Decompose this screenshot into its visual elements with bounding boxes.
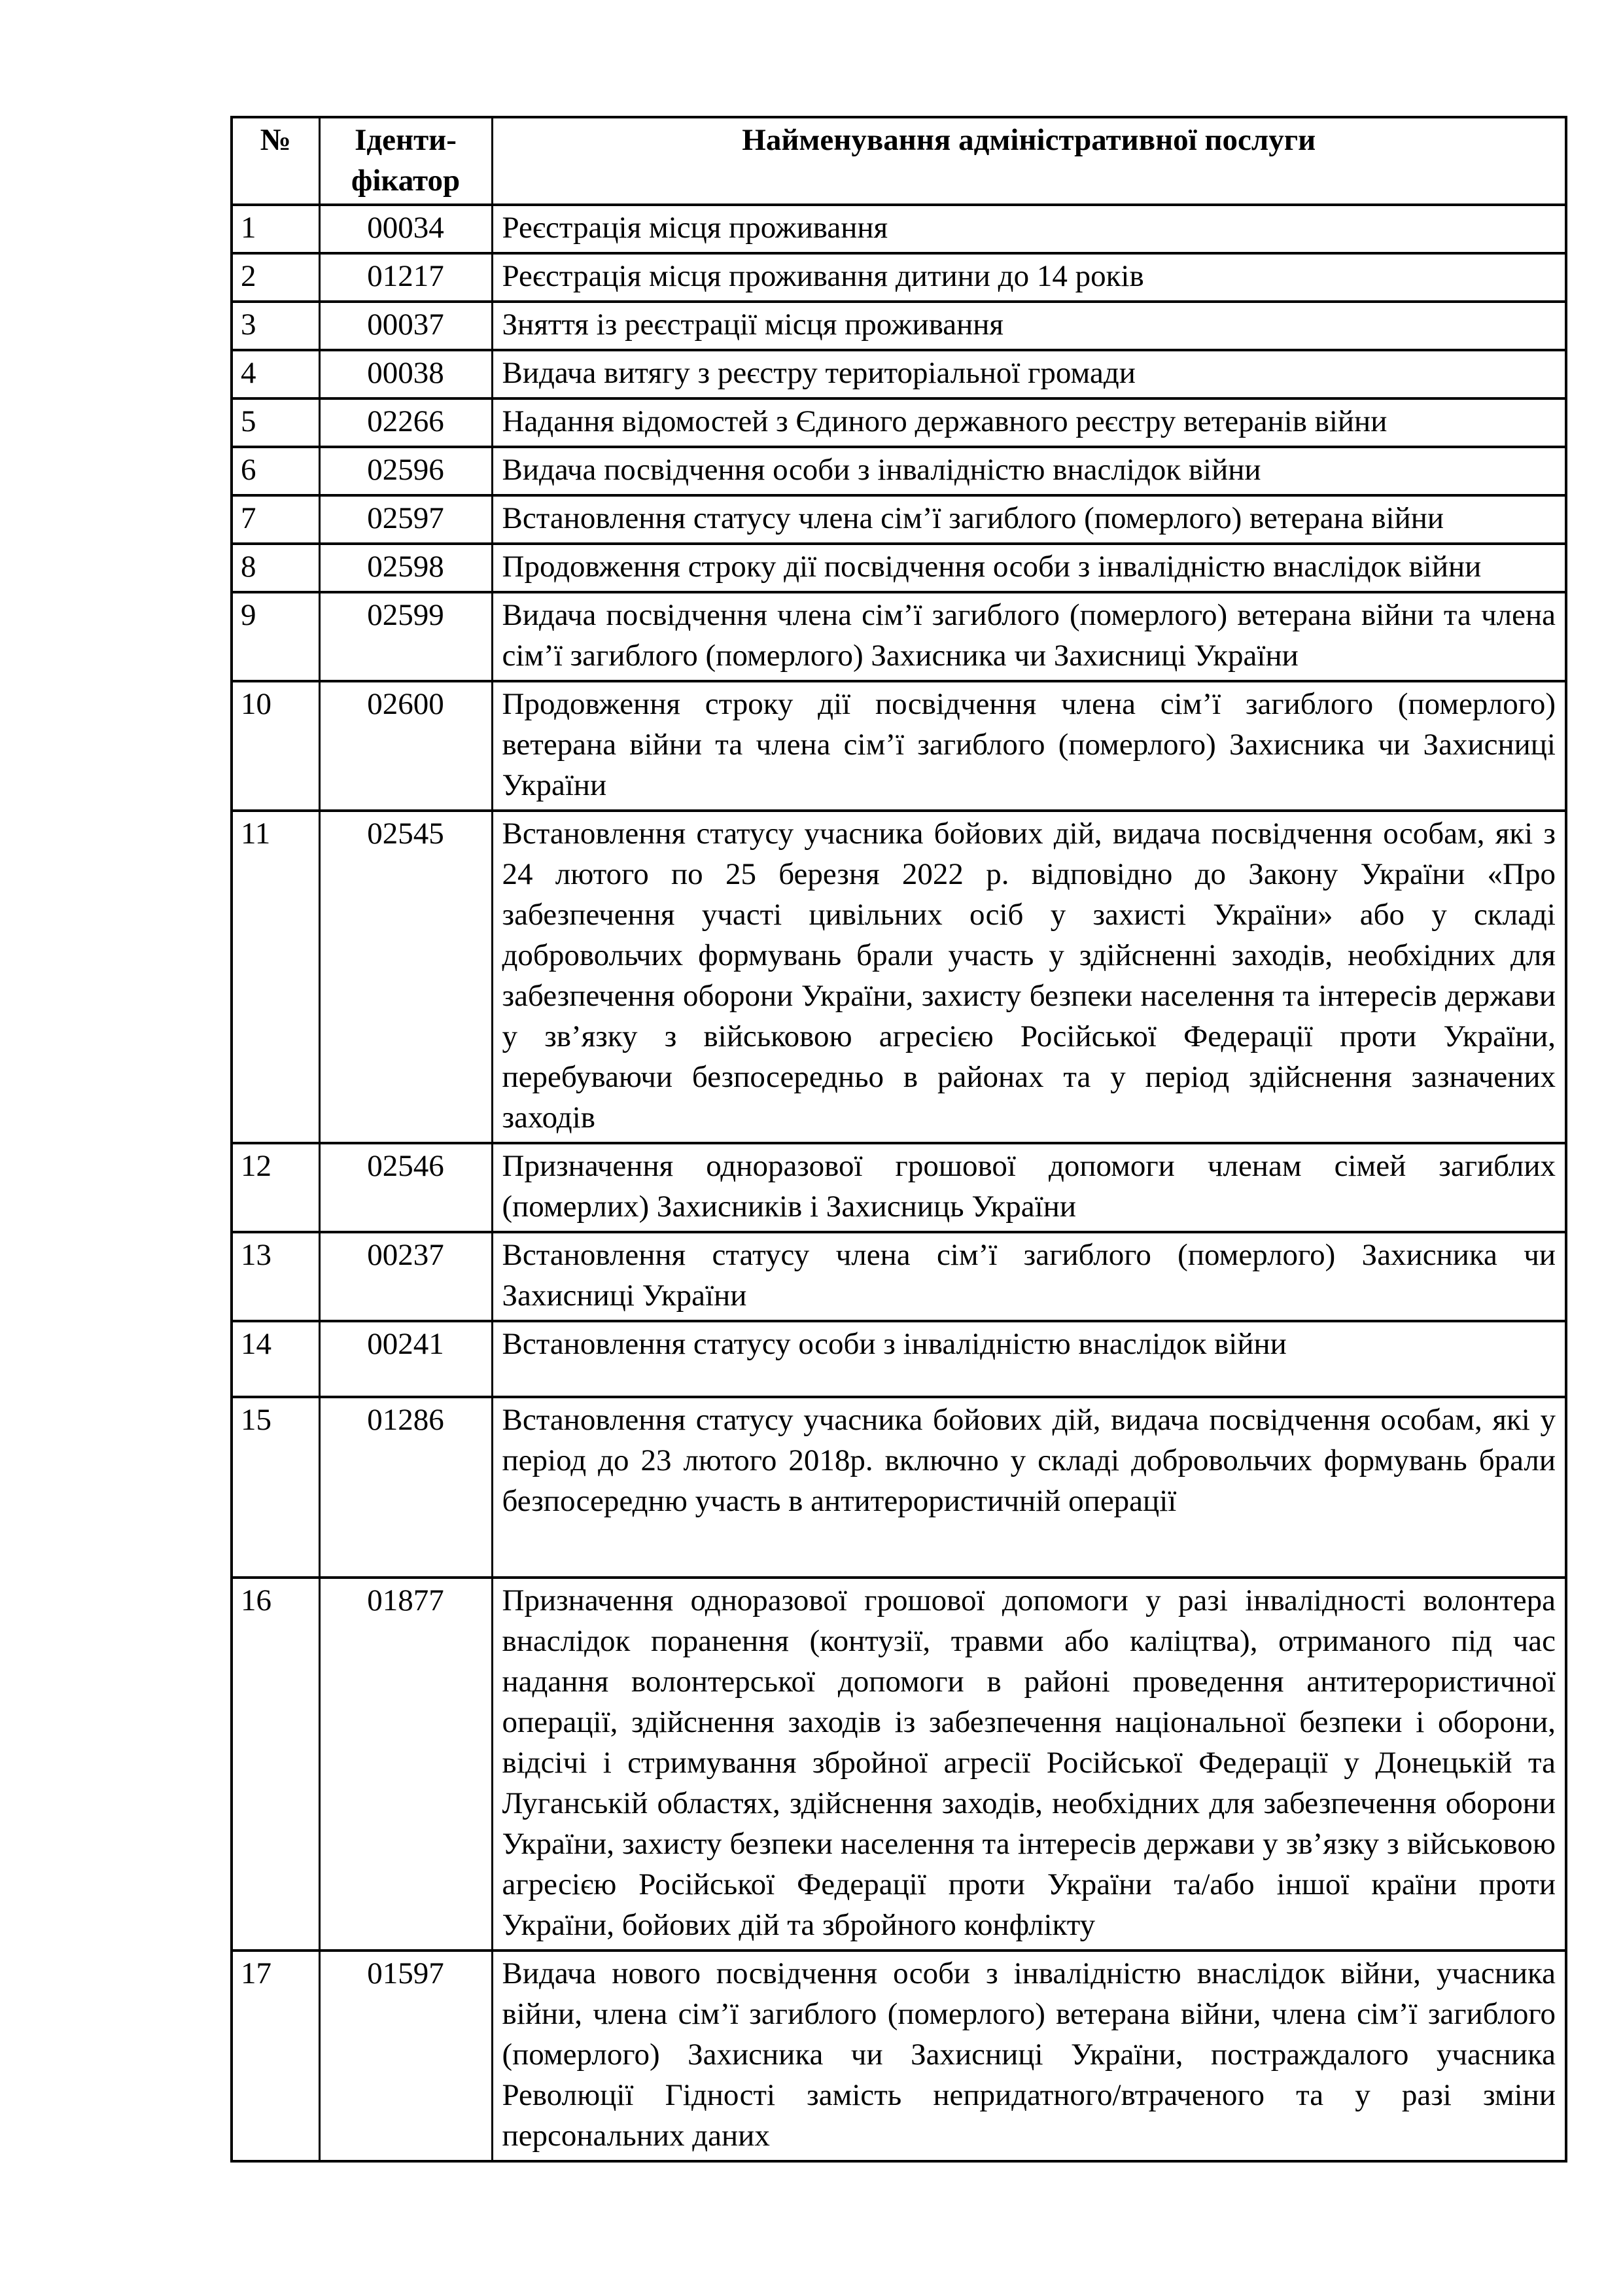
table-row xyxy=(232,253,1566,302)
row-number: 6 xyxy=(232,447,319,495)
row-number: 8 xyxy=(232,544,319,592)
col-header-identifier xyxy=(319,117,492,205)
service-id: 01286 xyxy=(319,1397,492,1578)
service-name: Реєстрація місця проживання дитини до 14 років xyxy=(492,253,1566,302)
service-id: 00037 xyxy=(319,302,492,350)
table-row xyxy=(232,1578,1566,1951)
table-row xyxy=(232,495,1566,544)
table-row xyxy=(232,1232,1566,1321)
service-id: 02597 xyxy=(319,495,492,544)
table-row xyxy=(232,1951,1566,2161)
row-number: 12 xyxy=(232,1143,319,1232)
service-id: 02598 xyxy=(319,544,492,592)
service-id: 00241 xyxy=(319,1321,492,1397)
table-row xyxy=(232,1397,1566,1578)
row-number: 16 xyxy=(232,1578,319,1951)
service-name: Видача витягу з реєстру територіальної громади xyxy=(492,350,1566,398)
table-row xyxy=(232,592,1566,681)
service-name: Призначення одноразової грошової допомоги у разі інвалідності волонтера внаслідок поранення (контузії, травми або каліцтва), отриманого під час надання волонтерської допомоги в районі проведення антитерористичної операції, здійснення заходів із забезпечення національної безпеки і оборони, відсічі і стримування збройної агресії Російської Федерації у Донецькій та Луганській областях, здійснення заходів, необхідних для забезпечення оборони України, захисту безпеки населення та інтересів держави у зв’язку з військовою агресією Російської Федерації проти України та/або іншої країни проти України, бойових дій та збройного конфлікту xyxy=(492,1578,1566,1951)
service-id: 02596 xyxy=(319,447,492,495)
col-header-number: № xyxy=(232,117,319,205)
row-number: 11 xyxy=(232,811,319,1143)
service-id: 01877 xyxy=(319,1578,492,1951)
service-id: 02599 xyxy=(319,592,492,681)
row-number: 1 xyxy=(232,205,319,253)
service-name: Продовження строку дії посвідчення члена сім’ї загиблого (померлого) ветерана війни та члена сім’ї загиблого (померлого) Захисника чи Захисниці України xyxy=(492,681,1566,811)
services-table xyxy=(230,116,1567,2163)
service-name: Реєстрація місця проживання xyxy=(492,205,1566,253)
service-id: 00237 xyxy=(319,1232,492,1321)
table-row xyxy=(232,1321,1566,1397)
col-header-service-name: Найменування адміністративної послуги xyxy=(492,117,1566,205)
service-id: 02600 xyxy=(319,681,492,811)
row-number: 3 xyxy=(232,302,319,350)
service-name: Видача посвідчення члена сім’ї загиблого (померлого) ветерана війни та члена сім’ї загиблого (померлого) Захисника чи Захисниці України xyxy=(492,592,1566,681)
service-name: Надання відомостей з Єдиного державного реєстру ветеранів війни xyxy=(492,398,1566,447)
table-row xyxy=(232,544,1566,592)
service-name: Зняття із реєстрації місця проживання xyxy=(492,302,1566,350)
service-name: Продовження строку дії посвідчення особи з інвалідністю внаслідок війни xyxy=(492,544,1566,592)
table-row xyxy=(232,681,1566,811)
service-id: 01597 xyxy=(319,1951,492,2161)
col-header-identifier-line1: Іденти- xyxy=(355,123,457,157)
service-id: 00038 xyxy=(319,350,492,398)
service-name: Встановлення статусу учасника бойових дій, видача посвідчення особам, які у період до 23 лютого 2018р. включно у складі добровольчих формувань брали безпосередню участь в антитерористичній операції xyxy=(492,1397,1566,1578)
table-row xyxy=(232,811,1566,1143)
row-number: 13 xyxy=(232,1232,319,1321)
table-row xyxy=(232,398,1566,447)
service-name: Видача посвідчення особи з інвалідністю внаслідок війни xyxy=(492,447,1566,495)
service-name: Видача нового посвідчення особи з інвалідністю внаслідок війни, учасника війни, члена сім’ї загиблого (померлого) ветерана війни, члена сім’ї загиблого (померлого) Захисника чи Захисниці України, постраждалого учасника Революції Гідності замість непридатного/втраченого та у разі зміни персональних даних xyxy=(492,1951,1566,2161)
service-id: 01217 xyxy=(319,253,492,302)
service-name: Встановлення статусу члена сім’ї загиблого (померлого) Захисника чи Захисниці України xyxy=(492,1232,1566,1321)
service-name: Встановлення статусу учасника бойових дій, видача посвідчення особам, які з 24 лютого по 25 березня 2022 р. відповідно до Закону України «Про забезпечення участі цивільних осіб у захисті України» або у складі добровольчих формувань брали участь у здійсненні заходів, необхідних для забезпечення оборони України, захисту безпеки населення та інтересів держави у зв’язку з військовою агресією Російської Федерації проти України, перебуваючи безпосередньо в районах та у період здійснення зазначених заходів xyxy=(492,811,1566,1143)
service-name: Призначення одноразової грошової допомоги членам сімей загиблих (померлих) Захисників і Захисниць України xyxy=(492,1143,1566,1232)
service-id: 02545 xyxy=(319,811,492,1143)
row-number: 15 xyxy=(232,1397,319,1578)
col-header-identifier-line2: фікатор xyxy=(351,164,461,198)
row-number: 2 xyxy=(232,253,319,302)
service-id: 02266 xyxy=(319,398,492,447)
row-number: 10 xyxy=(232,681,319,811)
row-number: 17 xyxy=(232,1951,319,2161)
table-row xyxy=(232,302,1566,350)
table-row xyxy=(232,350,1566,398)
header-row xyxy=(232,117,1566,205)
service-id: 02546 xyxy=(319,1143,492,1232)
service-name: Встановлення статусу особи з інвалідністю внаслідок війни xyxy=(492,1321,1566,1397)
table-row xyxy=(232,1143,1566,1232)
row-number: 5 xyxy=(232,398,319,447)
service-id: 00034 xyxy=(319,205,492,253)
row-number: 14 xyxy=(232,1321,319,1397)
row-number: 9 xyxy=(232,592,319,681)
row-number: 4 xyxy=(232,350,319,398)
row-number: 7 xyxy=(232,495,319,544)
table-row xyxy=(232,447,1566,495)
table-row xyxy=(232,205,1566,253)
service-name: Встановлення статусу члена сім’ї загиблого (померлого) ветерана війни xyxy=(492,495,1566,544)
